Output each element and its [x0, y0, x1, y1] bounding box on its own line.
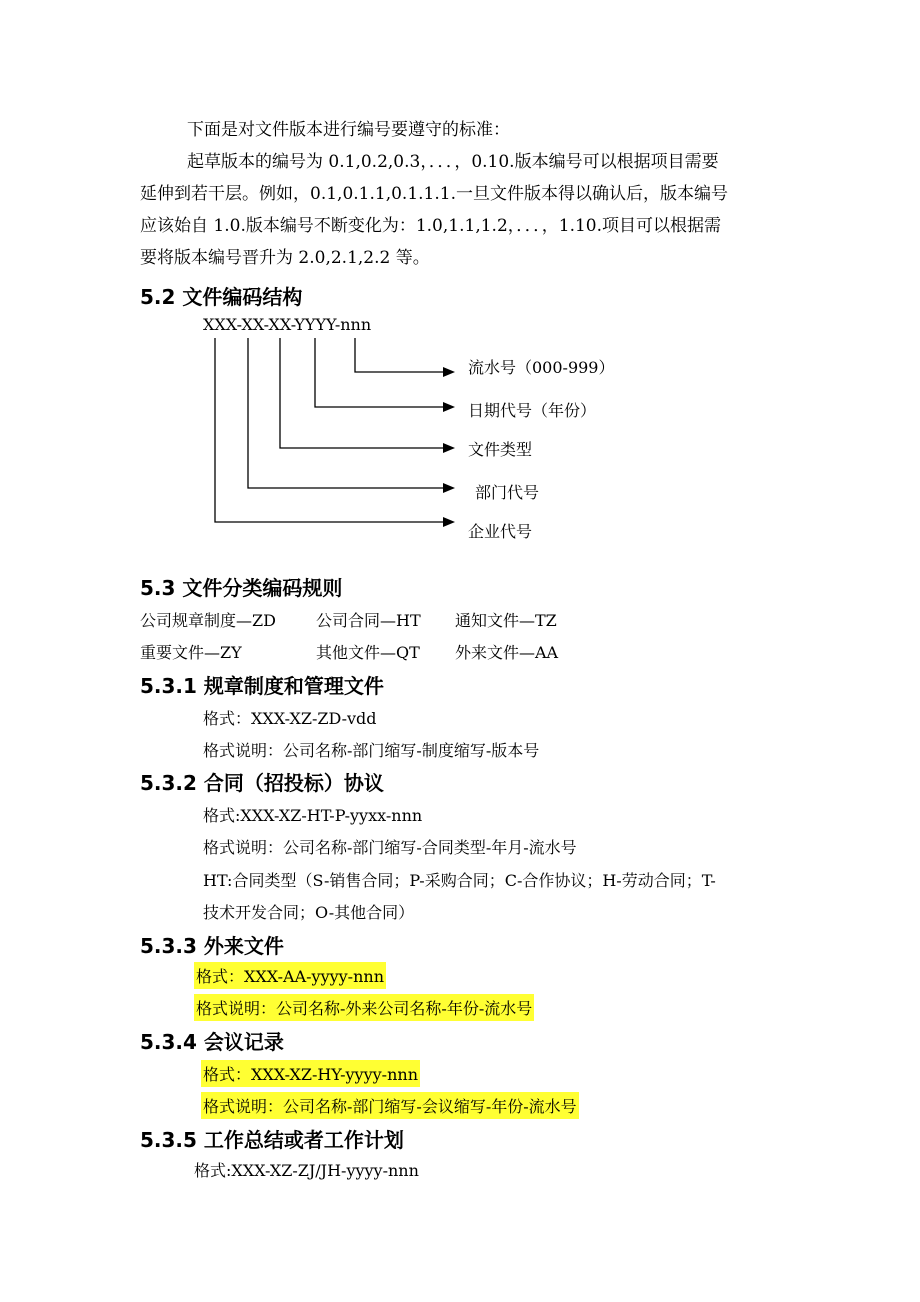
heading-5-3: 5.3 文件分类编码规则: [140, 576, 343, 600]
connector-company: [215, 338, 445, 522]
format-5-3-3: 格式：XXX-AA-yyyy-nnn: [194, 962, 386, 989]
heading-5-3-4: 5.3.4 会议记录: [140, 1030, 284, 1054]
label-date: 日期代号（年份）: [468, 401, 597, 420]
connector-serial: [355, 338, 445, 372]
heading-5-3-2: 5.3.2 合同（招投标）协议: [140, 771, 384, 795]
format-5-3-2: 格式:XXX-XZ-HT-P-yyxx-nnn: [203, 806, 423, 825]
label-type: 文件类型: [468, 440, 533, 459]
format-desc-5-3-4: 格式说明：公司名称-部门缩写-会议缩写-年份-流水号: [201, 1092, 579, 1119]
format-5-3-1: 格式：XXX-XZ-ZD-vdd: [203, 709, 377, 728]
heading-5-3-1: 5.3.1 规章制度和管理文件: [140, 674, 384, 698]
format-5-3-5: 格式:XXX-XZ-ZJ/JH-yyyy-nnn: [194, 1161, 419, 1180]
category-aa: 外来文件—AA: [455, 643, 559, 662]
arrow-icon: [443, 367, 455, 377]
category-zy: 重要文件—ZY: [140, 643, 242, 662]
arrow-icon: [443, 402, 455, 412]
arrow-icon: [443, 443, 455, 453]
contract-types-line-1: HT:合同类型（S-销售合同；P-采购合同；C-合作协议；H-劳动合同；T-: [203, 871, 716, 890]
category-zd: 公司规章制度—ZD: [140, 611, 276, 630]
format-desc-5-3-2: 格式说明：公司名称-部门缩写-合同类型-年月-流水号: [203, 838, 577, 857]
intro-line-4: 应该始自 1.0.版本编号不断变化为：1.0,1.1,1.2，．．．，1.10.项目可以根据需: [140, 216, 722, 236]
contract-types-line-2: 技术开发合同；O-其他合同）: [203, 903, 415, 922]
format-5-3-4: 格式：XXX-XZ-HY-yyyy-nnn: [201, 1060, 420, 1087]
category-qt: 其他文件—QT: [316, 643, 420, 662]
heading-5-3-3: 5.3.3 外来文件: [140, 934, 284, 958]
connector-type: [280, 338, 445, 448]
label-department: 部门代号: [475, 483, 540, 502]
intro-line-5: 要将版本编号晋升为 2.0,2.1,2.2 等。: [140, 248, 430, 268]
connector-department: [248, 338, 445, 488]
intro-line-2: 起草版本的编号为 0.1,0.2,0.3，．．．，0.10.版本编号可以根据项目需要: [187, 152, 719, 172]
category-ht: 公司合同—HT: [316, 611, 421, 630]
format-desc-5-3-3: 格式说明：公司名称-外来公司名称-年份-流水号: [194, 994, 534, 1021]
code-structure: XXX-XX-XX-YYYY-nnn: [203, 315, 372, 334]
format-desc-5-3-1: 格式说明：公司名称-部门缩写-制度缩写-版本号: [203, 741, 540, 760]
label-company: 企业代号: [468, 522, 533, 541]
category-tz: 通知文件—TZ: [455, 611, 557, 630]
heading-5-2: 5.2 文件编码结构: [140, 285, 303, 309]
label-serial: 流水号（000-999）: [468, 358, 615, 377]
heading-5-3-5: 5.3.5 工作总结或者工作计划: [140, 1128, 404, 1152]
intro-line-3: 延伸到若干层。例如，0.1,0.1.1,0.1.1.1.一旦文件版本得以确认后，版本编号: [140, 184, 728, 204]
arrow-icon: [443, 517, 455, 527]
intro-line-1: 下面是对文件版本进行编号要遵守的标准：: [187, 120, 510, 140]
arrow-icon: [443, 483, 455, 493]
